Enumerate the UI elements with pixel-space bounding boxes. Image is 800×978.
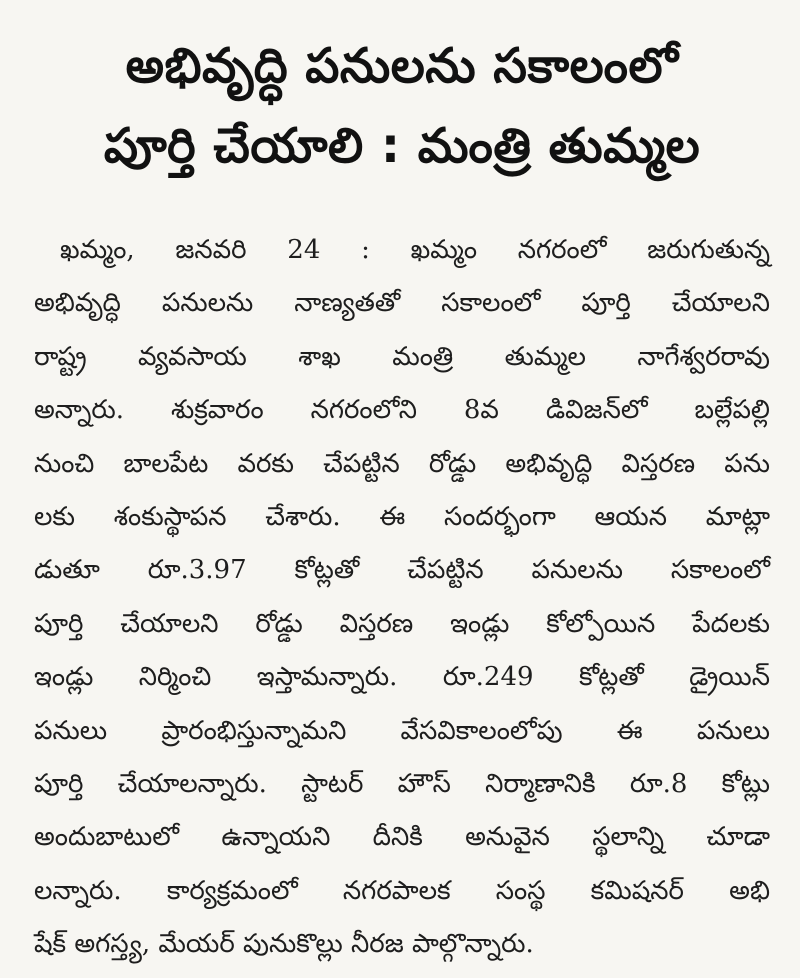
article-line-2: అభివృద్ధి పనులను నాణ్యతతో సకాలంలో పూర్తి చేయాలని [34, 288, 770, 319]
article-body [34, 224, 770, 971]
headline [34, 0, 770, 186]
article-line-10: పనులు ప్రారంభిస్తున్నామని వేసవికాలంలోపు ఈ పనులు [34, 715, 770, 746]
article-line-8: పూర్తి చేయాలని రోడ్డు విస్తరణ ఇండ్లు కోల్పోయిన పేదలకు [34, 608, 770, 639]
article-line-13: లన్నారు. కార్యక్రమంలో నగరపాలక సంస్థ కమిషనర్ అభి [34, 875, 770, 906]
article-line-7: డుతూ రూ.3.97 కోట్లతో చేపట్టిన పనులను సకాలంలో [34, 555, 770, 586]
article-line-11: పూర్తి చేయాలన్నారు. స్టాటర్ హౌస్ నిర్మాణానికి రూ.8 కోట్లు [34, 768, 770, 799]
article-line-1: ఖమ్మం, జనవరి 24 : ఖమ్మం నగరంలో జరుగుతున్న [60, 235, 770, 265]
headline-line-2: పూర్తి చేయాలి : మంత్రి తుమ్మల [103, 118, 701, 174]
article-line-5: నుంచి బాలపేట వరకు చేపట్టిన రోడ్డు అభివృద్ధి విస్తరణ పను [34, 448, 770, 479]
article-line-12: అందుబాటులో ఉన్నాయని దీనికి అనువైన స్థలాన్ని చూడా [34, 822, 770, 853]
article-line-6: లకు శంకుస్థాపన చేశారు. ఈ సందర్భంగా ఆయన మాట్లా [34, 501, 770, 532]
article-line-9: ఇండ్లు నిర్మించి ఇస్తామన్నారు. రూ.249 కోట్లతో డ్రైయిన్ [34, 662, 770, 693]
article-line-3: రాష్ట్ర వ్యవసాయ శాఖ మంత్రి తుమ్మల నాగేశ్వరరావు [34, 341, 770, 372]
headline-line-1: అభివృద్ధి పనులను సకాలంలో [125, 38, 679, 94]
article-line-14: షేక్ అగస్త్య, మేయర్ పునుకొల్లు నీరజ పాల్గొన్నారు. [34, 929, 534, 960]
article-line-4: అన్నారు. శుక్రవారం నగరంలోని 8వ డివిజన్‌లో బల్లేపల్లి [34, 395, 770, 426]
